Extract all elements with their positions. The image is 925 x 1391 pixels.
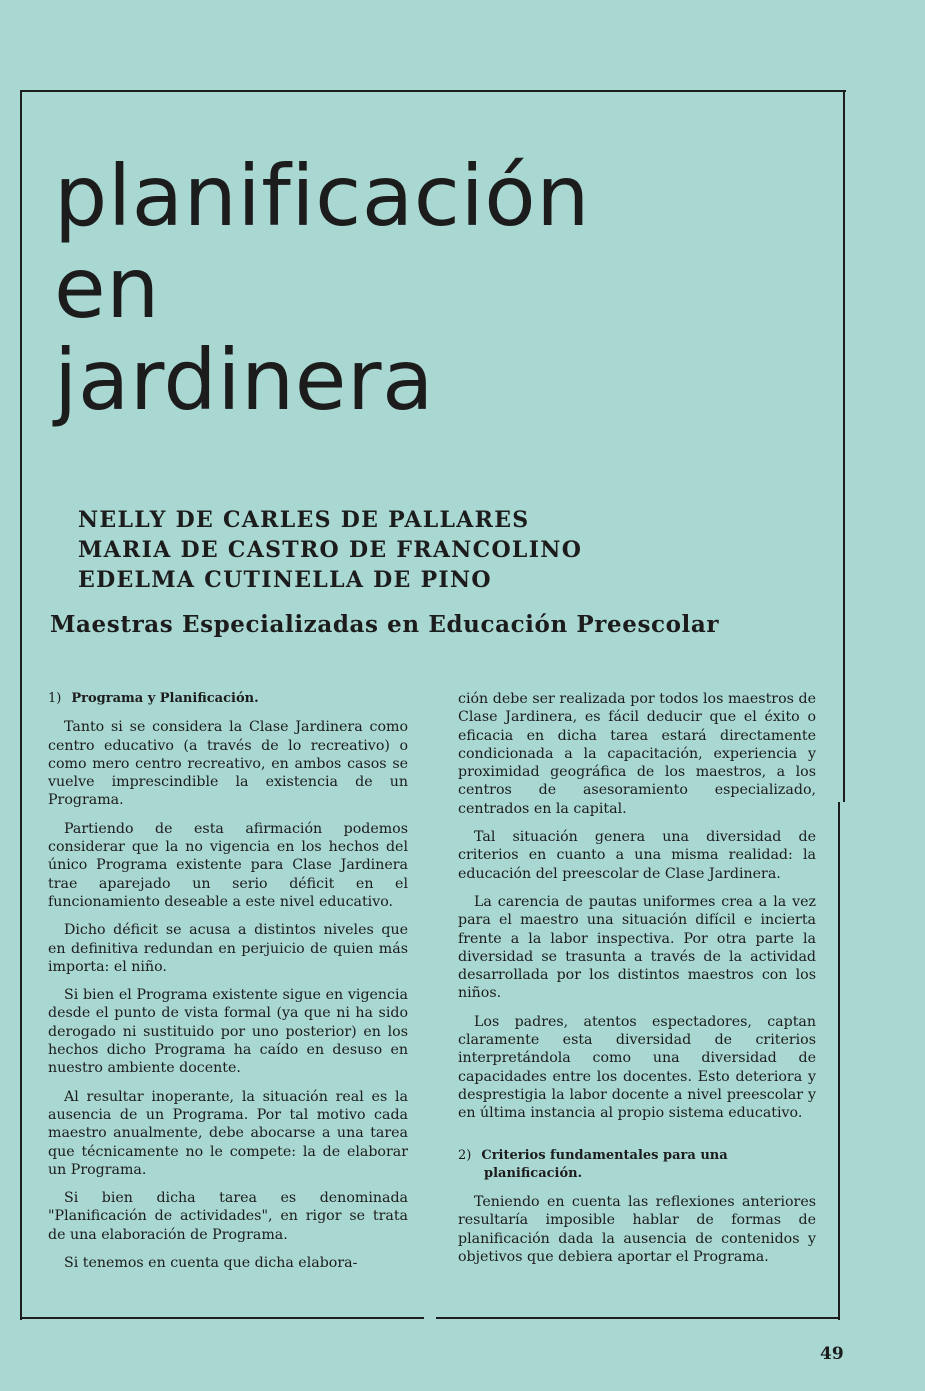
frame-left-rule	[20, 90, 22, 1320]
section-heading	[458, 1147, 816, 1184]
paragraph: Tanto si se considera la Clase Jardinera como centro educativo (a través de lo recreativo) o como mero centro recreativo, en ambos casos se vuelve imprescindible la existencia de un Programa.	[48, 719, 408, 809]
frame-right-rule-lower	[838, 802, 840, 1320]
author-name: EDELMA CUTINELLA DE PINO	[78, 567, 492, 593]
title-line: jardinera	[54, 331, 434, 429]
page-number: 49	[820, 1344, 844, 1364]
paragraph: Partiendo de esta afirmación podemos considerar que la no vigencia en los hechos del único Programa existente para Clase Jardinera trae aparejado un serio déficit en el funcionamiento deseable a este nivel educativo.	[48, 820, 408, 910]
paragraph: Los padres, atentos espectadores, captan claramente esta diversidad de criterios interpretándola como una diversidad de capacidades entre los docentes. Esto deteriora y desprestigia la labor docente a nivel preescolar y en última instancia al propio sistema educativo.	[458, 1013, 816, 1122]
section-number: 2)	[458, 1147, 472, 1163]
section-title: Programa y Planificación.	[71, 691, 259, 706]
paragraph: Si bien el Programa existente sigue en vigencia desde el punto de vista formal (ya que ni ha sido derogado ni sustituido por uno posterior) en los hechos dicho Programa ha caído en desuso en nuestro ambiente docente.	[48, 987, 408, 1077]
frame-right-rule-upper	[843, 90, 845, 802]
frame-top-rule	[20, 90, 846, 92]
author-name: NELLY DE CARLES DE PALLARES	[78, 507, 530, 533]
paragraph: Si tenemos en cuenta que dicha elabora-	[64, 1255, 358, 1272]
paragraph: Teniendo en cuenta las reflexiones anteriores resultaría imposible hablar de formas de planificación dada la ausencia de contenidos y objetivos que debiera aportar el Programa.	[458, 1194, 816, 1266]
author-name: MARIA DE CASTRO DE FRANCOLINO	[78, 537, 583, 563]
frame-bottom-rule-left	[20, 1317, 424, 1319]
right-column	[458, 690, 816, 1276]
author-list	[78, 505, 838, 595]
title-line: planificación	[54, 147, 590, 245]
title-line: en	[54, 239, 160, 337]
frame-bottom-rule-right	[436, 1317, 838, 1319]
left-column	[48, 690, 408, 1282]
section-title: Criterios fundamentales para una planificación.	[481, 1147, 728, 1181]
paragraph: Dicho déficit se acusa a distintos niveles que en definitiva redundan en perjuicio de quien más importa: el niño.	[48, 922, 408, 975]
section-number: 1)	[48, 691, 62, 706]
section-heading	[48, 690, 408, 708]
paragraph-continuation: ción debe ser realizada por todos los maestros de Clase Jardinera, es fácil deducir que el éxito o eficacia en dicha tarea estará directamente condicionada a la capacitación, experiencia y proximidad geográfica de los maestros, a los centros de asesoramiento especializado, centrados en la capital.	[458, 691, 816, 817]
paragraph: Si bien dicha tarea es denominada "Planificación de actividades", en rigor se trata de una elaboración de Programa.	[48, 1190, 408, 1243]
authors-affiliation: Maestras Especializadas en Educación Preescolar	[50, 611, 720, 638]
article-title	[54, 147, 654, 429]
paragraph: Tal situación genera una diversidad de criterios en cuanto a una misma realidad: la educación del preescolar de Clase Jardinera.	[458, 829, 816, 882]
paragraph: La carencia de pautas uniformes crea a la vez para el maestro una situación difícil e incierta frente a la labor inspectiva. Por otra parte la diversidad se trasunta a través de la actividad desarrollada por los distintos maestros con los niños.	[458, 893, 816, 1002]
paragraph: Al resultar inoperante, la situación real es la ausencia de un Programa. Por tal motivo cada maestro anualmente, debe abocarse a una tarea que técnicamente no le compete: la de elaborar un Programa.	[48, 1088, 408, 1178]
